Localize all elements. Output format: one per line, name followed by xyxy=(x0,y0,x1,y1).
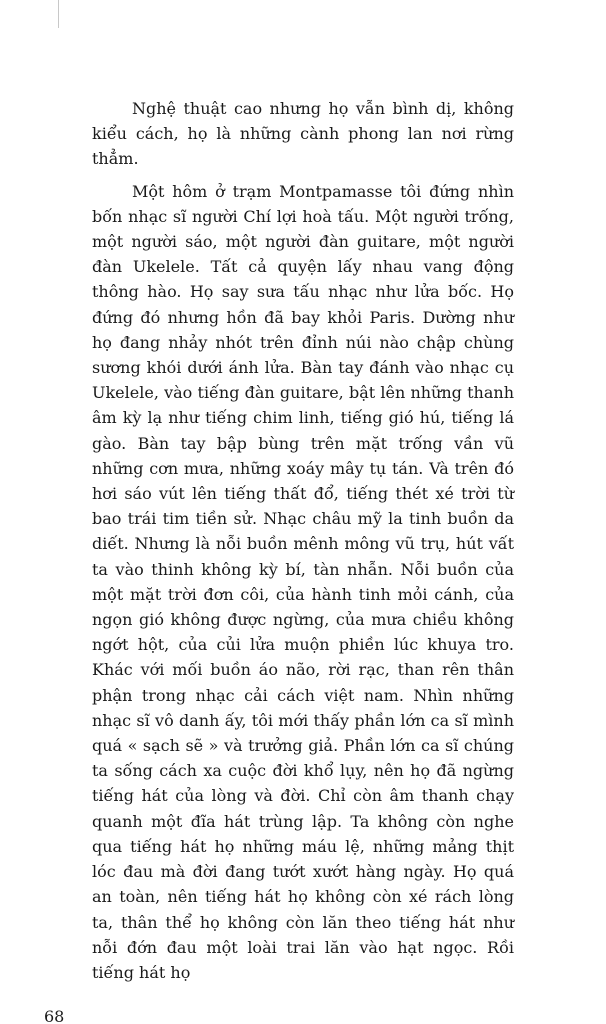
page-edge-mark xyxy=(58,0,59,28)
page-number: 68 xyxy=(44,1007,65,1024)
body-text xyxy=(92,96,514,985)
paragraph-1: Nghệ thuật cao nhưng họ vẫn bình dị, không kiểu cách, họ là những cành phong lan nơi rừng thẳm. xyxy=(92,99,514,169)
paragraph-2: Một hôm ở trạm Montpamasse tôi đứng nhìn bốn nhạc sĩ người Chí lợi hoà tấu. Một người trống, một người sáo, một người đàn guitare, một người đàn Ukelele. Tất cả quyện lấy nhau vang động thông hào. Họ say sưa tấu nhạc như lửa bốc. Họ đứng đó nhưng hồn đã bay khỏi Paris. Dường như họ đang nhảy nhót trên đỉnh núi nào chập chùng sương khói dưới ánh lửa. Bàn tay đánh vào nhạc cụ Ukelele, vào tiếng đàn guitare, bật lên những thanh âm kỳ lạ như tiếng chim linh, tiếng gió hú, tiếng lá gào. Bàn tay bập bùng trên mặt trống vần vũ những cơn mưa, những xoáy mây tụ tán. Và trên đó hơi sáo vút lên tiếng thất đổ, tiếng thét xé trời từ bao trái tim tiền sử. Nhạc châu mỹ la tinh buồn da diết. Nhưng là nỗi buồn mênh mông vũ trụ, hút vất ta vào thinh không kỳ bí, tàn nhẫn. Nỗi buồn của một mặt trời đơn côi, của hành tinh mỏi cánh, của ngọn gió không được ngừng, của mưa chiều không ngớt hột, của củi lửa muộn phiền lúc khuya tro. Khác với mối buồn áo não, rời rạc, than rên thân phận trong nhạc cải cách việt nam. Nhìn những nhạc sĩ vô danh ấy, tôi mới thấy phần lớn ca sĩ mình quá « sạch sẽ » và trưởng giả. Phần lớn ca sĩ chúng ta sống cách xa cuộc đời khổ lụy, nên họ đã ngừng tiếng hát của lòng và đời. Chỉ còn âm thanh chạy quanh một đĩa hát trùng lập. Ta không còn nghe qua tiếng hát họ những máu lệ, những mảng thịt lóc đau mà đời đang tướt xướt hàng ngày. Họ quá an toàn, nên tiếng hát họ không còn xé rách lòng ta, thân thể họ không còn lăn theo tiếng hát như nỗi đớn đau một loài trai lăn vào hạt ngọc. Rồi tiếng hát họ xyxy=(92,181,514,982)
